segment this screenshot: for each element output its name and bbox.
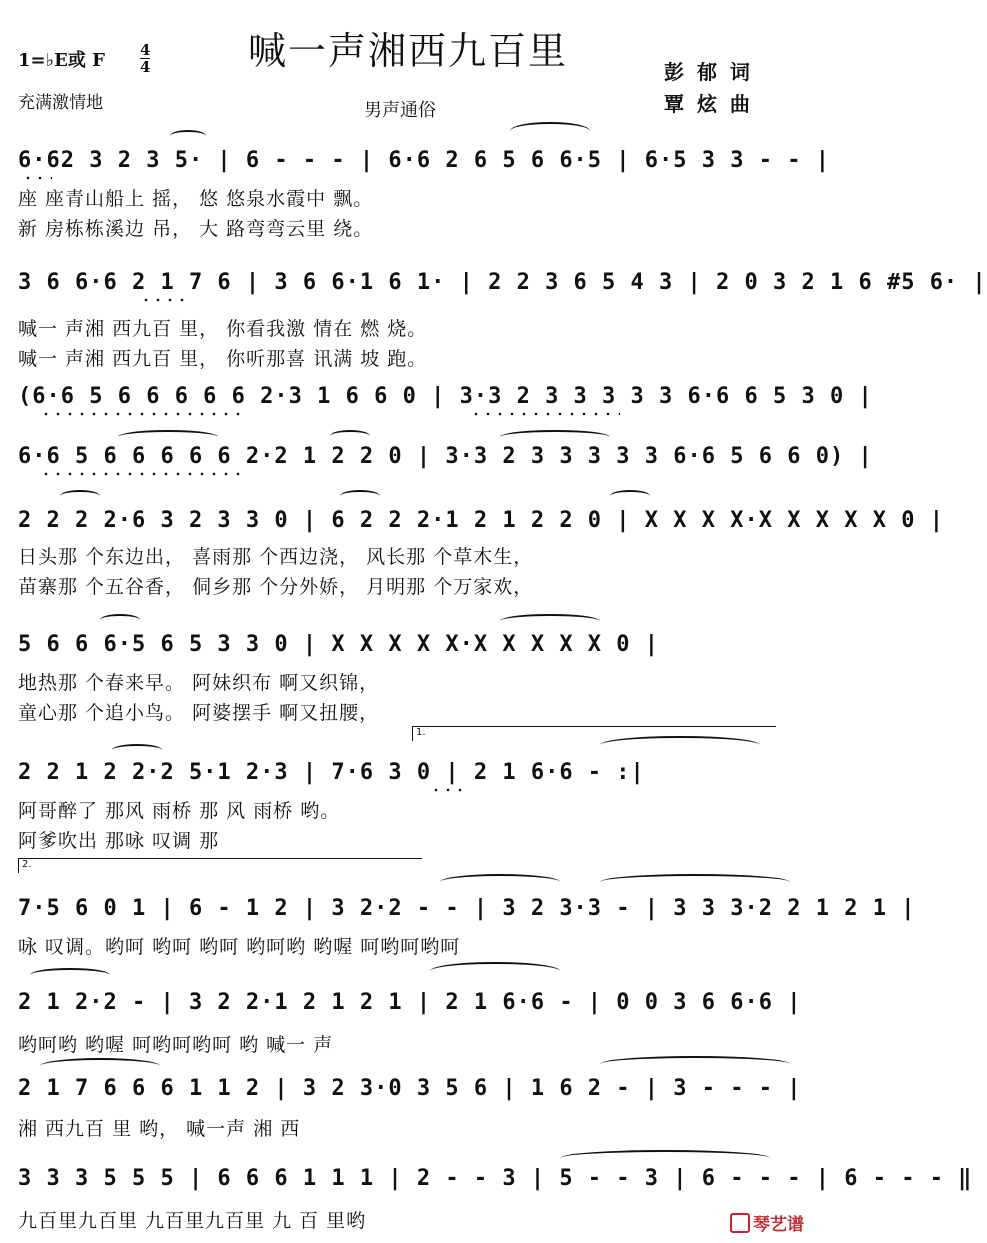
time-signature (140, 42, 150, 75)
notation-line: (6·6 5 6 6 6 6 6 2·3 1 6 6 0 | 3·3 2 3 3 3 3 3 6·6 6 5 3 0 | (18, 384, 873, 409)
slur (610, 490, 650, 502)
slur (118, 430, 218, 444)
slur (600, 874, 790, 890)
slur (330, 430, 370, 442)
notation-line: 7·5 6 0 1 | 6 - 1 2 | 3 2·2 - - | 3 2 3·3 - | 3 3 3·2 2 1 2 1 | (18, 896, 916, 921)
slur (40, 1058, 160, 1074)
volta-bracket: 2. (18, 858, 422, 873)
watermark (730, 1210, 804, 1235)
slur (100, 614, 140, 626)
slur (440, 874, 560, 890)
lyric-line-2: 苗寨那 个五谷香， 侗乡那 个分外娇， 月明那 个万家欢， (18, 576, 534, 598)
volta-bracket: 1. (412, 726, 776, 741)
slur (112, 744, 162, 756)
octave-dots (22, 176, 52, 180)
lyric-line-2: 新 房栋栋溪边 吊， 大 路弯弯云里 绕。 (18, 218, 374, 240)
lyric-line-1: 日头那 个东边出， 喜雨那 个西边浇， 风长那 个草木生， (18, 546, 534, 568)
slur (170, 130, 206, 142)
slur (500, 430, 610, 444)
notation-line: 2 2 2 2·6 3 2 3 3 0 | 6 2 2 2·1 2 1 2 2 0 | X X X X·X X X X X 0 | (18, 508, 944, 533)
watermark-text: 琴艺谱 (753, 1215, 804, 1235)
slur (60, 490, 100, 502)
slur (600, 1056, 790, 1072)
slur (600, 736, 760, 754)
lyric-line-1: 喊一 声湘 西九百 里， 你看我激 情在 燃 烧。 (18, 318, 428, 340)
octave-dots (40, 412, 240, 416)
notation-line: 2 1 2·2 - | 3 2 2·1 2 1 2 1 | 2 1 6·6 - | 0 0 3 6 6·6 | (18, 990, 802, 1015)
notation-line: 3 3 3 5 5 5 | 6 6 6 1 1 1 | 2 - - 3 | 5 - - 3 | 6 - - - | 6 - - - ‖ (18, 1166, 973, 1191)
slur (560, 1150, 770, 1166)
tempo-marking: 充满激情地 (18, 93, 103, 113)
octave-dots (430, 788, 470, 792)
slur (30, 968, 110, 982)
song-title: 喊一声湘西九百里 (247, 29, 568, 73)
lyric-line-1: 阿哥醉了 那风 雨桥 那 风 雨桥 哟。 (18, 800, 341, 822)
composer-credit: 覃 炫 曲 (664, 92, 753, 116)
slur (510, 122, 590, 140)
lyric-line-2: 童心那 个追小鸟。 阿婆摆手 啊又扭腰， (18, 702, 380, 724)
notation-line: 6·6 5 6 6 6 6 6 2·2 1 2 2 0 | 3·3 2 3 3 3 3 3 6·6 5 6 6 0) | (18, 444, 873, 469)
lyric-line-1: 座 座青山船上 摇， 悠 悠泉水霞中 飘。 (18, 188, 374, 210)
octave-dots (40, 472, 240, 476)
time-signature-top: 4 (140, 41, 151, 59)
slur (500, 614, 600, 628)
time-signature-bottom: 4 (140, 58, 151, 76)
octave-dots (140, 298, 190, 302)
lyric-line-1: 哟呵哟 哟喔 呵哟呵哟呵 哟 喊一 声 (18, 1034, 334, 1056)
key-signature: 1=♭E或 F (18, 50, 105, 71)
lyric-line-1: 地热那 个春来早。 阿妹织布 啊又织锦， (18, 672, 380, 694)
octave-dots (470, 412, 620, 416)
lyric-line-1: 九百里九百里 九百里九百里 九 百 里哟 (18, 1210, 367, 1232)
notation-line: 5 6 6 6·5 6 5 3 3 0 | X X X X X·X X X X X 0 | (18, 632, 660, 657)
notation-line: 2 1 7 6 6 6 1 1 2 | 3 2 3·0 3 5 6 | 1 6 2 - | 3 - - - | (18, 1076, 802, 1101)
lyric-line-2: 喊一 声湘 西九百 里， 你听那喜 讯满 坡 跑。 (18, 348, 428, 370)
notation-line: 2 2 1 2 2·2 5·1 2·3 | 7·6 3 0 | 2 1 6·6 - :| (18, 760, 645, 785)
slur (430, 962, 560, 980)
notation-line: 6·62 3 2 3 5· | 6 - - - | 6·6 2 6 5 6 6·5 | 6·5 3 3 - - | (18, 148, 830, 173)
lyricist-credit: 彭 郁 词 (664, 60, 753, 84)
performance-style: 男声通俗 (364, 100, 436, 121)
watermark-logo-icon (730, 1213, 750, 1233)
lyric-line-1: 湘 西九百 里 哟， 喊一声 湘 西 (18, 1118, 301, 1140)
notation-line: 3 6 6·6 2 1 7 6 | 3 6 6·1 6 1· | 2 2 3 6 5 4 3 | 2 0 3 2 1 6 #5 6· | (18, 270, 987, 295)
lyric-line-1: 咏 叹调。哟呵 哟呵 哟呵 哟呵哟 哟喔 呵哟呵哟呵 (18, 936, 461, 958)
slur (340, 490, 380, 502)
lyric-line-2: 阿爹吹出 那咏 叹调 那 (18, 830, 220, 852)
